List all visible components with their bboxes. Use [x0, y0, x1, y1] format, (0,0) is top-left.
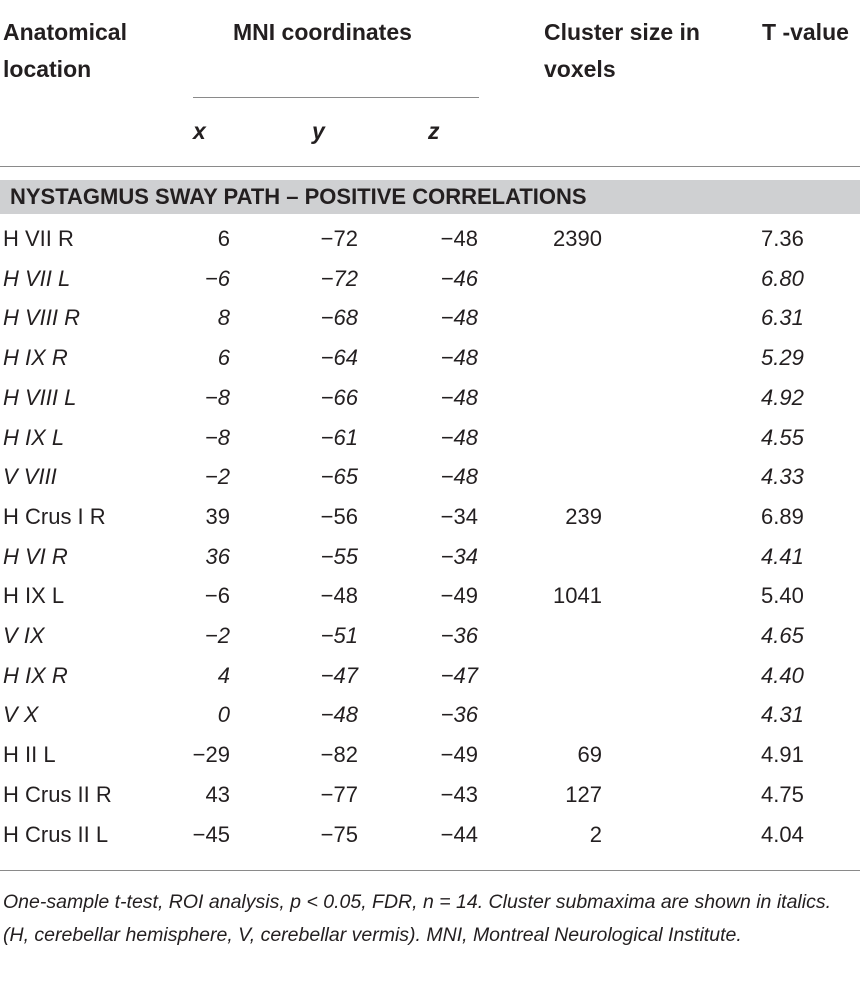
cell-t: 6.80 [761, 265, 804, 291]
cell-y: −47 [320, 662, 358, 688]
cell-loc: H VI R [3, 543, 68, 569]
cell-x: 36 [205, 543, 230, 569]
table-row [0, 695, 860, 735]
cell-x: −6 [204, 265, 230, 291]
cell-x: −6 [204, 583, 230, 609]
cell-z: −47 [440, 662, 478, 688]
cell-t: 4.55 [761, 424, 804, 450]
cell-loc: H IX L [3, 424, 65, 450]
cell-z: −48 [440, 464, 478, 490]
cell-y: −77 [320, 781, 358, 807]
cell-y: −56 [320, 503, 358, 529]
cell-z: −34 [440, 503, 478, 529]
cell-size: 1041 [553, 583, 602, 609]
cell-z: −48 [440, 226, 478, 251]
cell-size: 69 [577, 742, 602, 768]
cell-loc: H VIII L [3, 384, 77, 410]
cell-loc: H IX R [3, 662, 68, 688]
cell-t: 4.65 [761, 623, 804, 648]
cell-x: 39 [205, 503, 230, 529]
cell-loc: H VII L [3, 265, 71, 291]
header-z: z [428, 118, 440, 144]
cell-t: 4.04 [761, 821, 804, 847]
cell-x: −8 [204, 424, 230, 450]
cell-loc: V IX [3, 623, 45, 648]
cell-size: 2 [589, 821, 602, 847]
cell-x: 43 [205, 781, 230, 807]
cell-loc: H VII R [3, 226, 74, 251]
table-row [0, 775, 860, 815]
cell-z: −43 [440, 781, 478, 807]
cell-y: −61 [320, 424, 358, 450]
cell-z: −46 [440, 265, 478, 291]
cell-x: −29 [192, 742, 230, 768]
cell-x: −2 [204, 464, 230, 490]
cell-loc: H IX L [3, 583, 65, 609]
header-x: x [193, 118, 206, 144]
table-bottom-rule [0, 870, 860, 871]
cell-loc: H Crus II L [3, 821, 109, 847]
cell-z: −36 [440, 623, 478, 648]
cell-t: 4.40 [761, 662, 804, 688]
cell-t: 4.91 [761, 742, 804, 768]
cell-y: −48 [320, 583, 358, 609]
table-row [0, 656, 860, 696]
table-row [0, 338, 860, 378]
cell-size: 127 [565, 781, 602, 807]
cell-y: −55 [320, 543, 358, 569]
cell-x: −2 [204, 623, 230, 648]
cell-y: −68 [320, 305, 358, 331]
cell-t: 4.41 [761, 543, 804, 569]
table-row [0, 219, 860, 259]
section-heading: NYSTAGMUS SWAY PATH – POSITIVE CORRELATIONS [0, 180, 860, 214]
cell-loc: H IX R [3, 345, 68, 371]
table-row [0, 497, 860, 537]
header-bottom-rule [0, 166, 860, 167]
table-row [0, 616, 860, 656]
cell-loc: H VIII R [3, 305, 81, 331]
cell-z: −48 [440, 345, 478, 371]
cell-z: −34 [440, 543, 478, 569]
cell-y: −65 [320, 464, 358, 490]
cell-loc: V VIII [3, 464, 57, 490]
cell-x: 6 [217, 226, 230, 251]
cell-t: 5.29 [761, 345, 804, 371]
cell-z: −49 [440, 742, 478, 768]
cell-size: 2390 [553, 226, 602, 251]
cell-size: 239 [565, 503, 602, 529]
header-cluster-size: Cluster size in voxels [544, 19, 700, 82]
table-footnote: One-sample t-test, ROI analysis, p < 0.05, FDR, n = 14. Cluster submaxima are shown in italics. (H, cerebellar hemisphere, V, cerebellar vermis). MNI, Montreal Neurological Institute. [3, 891, 831, 946]
cell-z: −44 [440, 821, 478, 847]
cell-t: 7.36 [761, 226, 804, 251]
cell-t: 4.31 [761, 702, 804, 728]
cell-x: −8 [204, 384, 230, 410]
cell-t: 4.75 [761, 781, 804, 807]
header-anatomical-location: Anatomical location [3, 19, 127, 82]
cell-z: −48 [440, 424, 478, 450]
table-row [0, 378, 860, 418]
cell-t: 4.92 [761, 384, 804, 410]
table-row [0, 298, 860, 338]
cell-y: −82 [320, 742, 358, 768]
table-row [0, 418, 860, 458]
table-row [0, 537, 860, 577]
table-row [0, 735, 860, 775]
cell-y: −66 [320, 384, 358, 410]
cell-y: −64 [320, 345, 358, 371]
cell-z: −48 [440, 305, 478, 331]
header-t-value: T -value [762, 19, 849, 45]
cell-loc: H II L [3, 742, 56, 768]
cell-z: −48 [440, 384, 478, 410]
cell-t: 5.40 [761, 583, 804, 609]
cell-x: 8 [217, 305, 230, 331]
cell-x: 0 [217, 702, 230, 728]
cell-loc: H Crus I R [3, 503, 106, 529]
cell-loc: V X [3, 702, 39, 728]
cell-y: −75 [320, 821, 358, 847]
cell-t: 6.89 [761, 503, 804, 529]
cell-y: −48 [320, 702, 358, 728]
mni-header-rule [193, 97, 479, 98]
cell-y: −72 [320, 265, 358, 291]
table-row [0, 576, 860, 616]
cell-t: 4.33 [761, 464, 804, 490]
cell-x: 4 [217, 662, 230, 688]
cell-y: −51 [320, 623, 358, 648]
cell-x: −45 [192, 821, 230, 847]
table-row [0, 815, 860, 855]
cell-t: 6.31 [761, 305, 804, 331]
cell-y: −72 [320, 226, 358, 251]
cell-z: −49 [440, 583, 478, 609]
table-row [0, 259, 860, 299]
header-y: y [312, 118, 325, 144]
table-row [0, 457, 860, 497]
cell-x: 6 [217, 345, 230, 371]
cell-loc: H Crus II R [3, 781, 112, 807]
cell-z: −36 [440, 702, 478, 728]
header-mni-coordinates: MNI coordinates [233, 19, 412, 45]
